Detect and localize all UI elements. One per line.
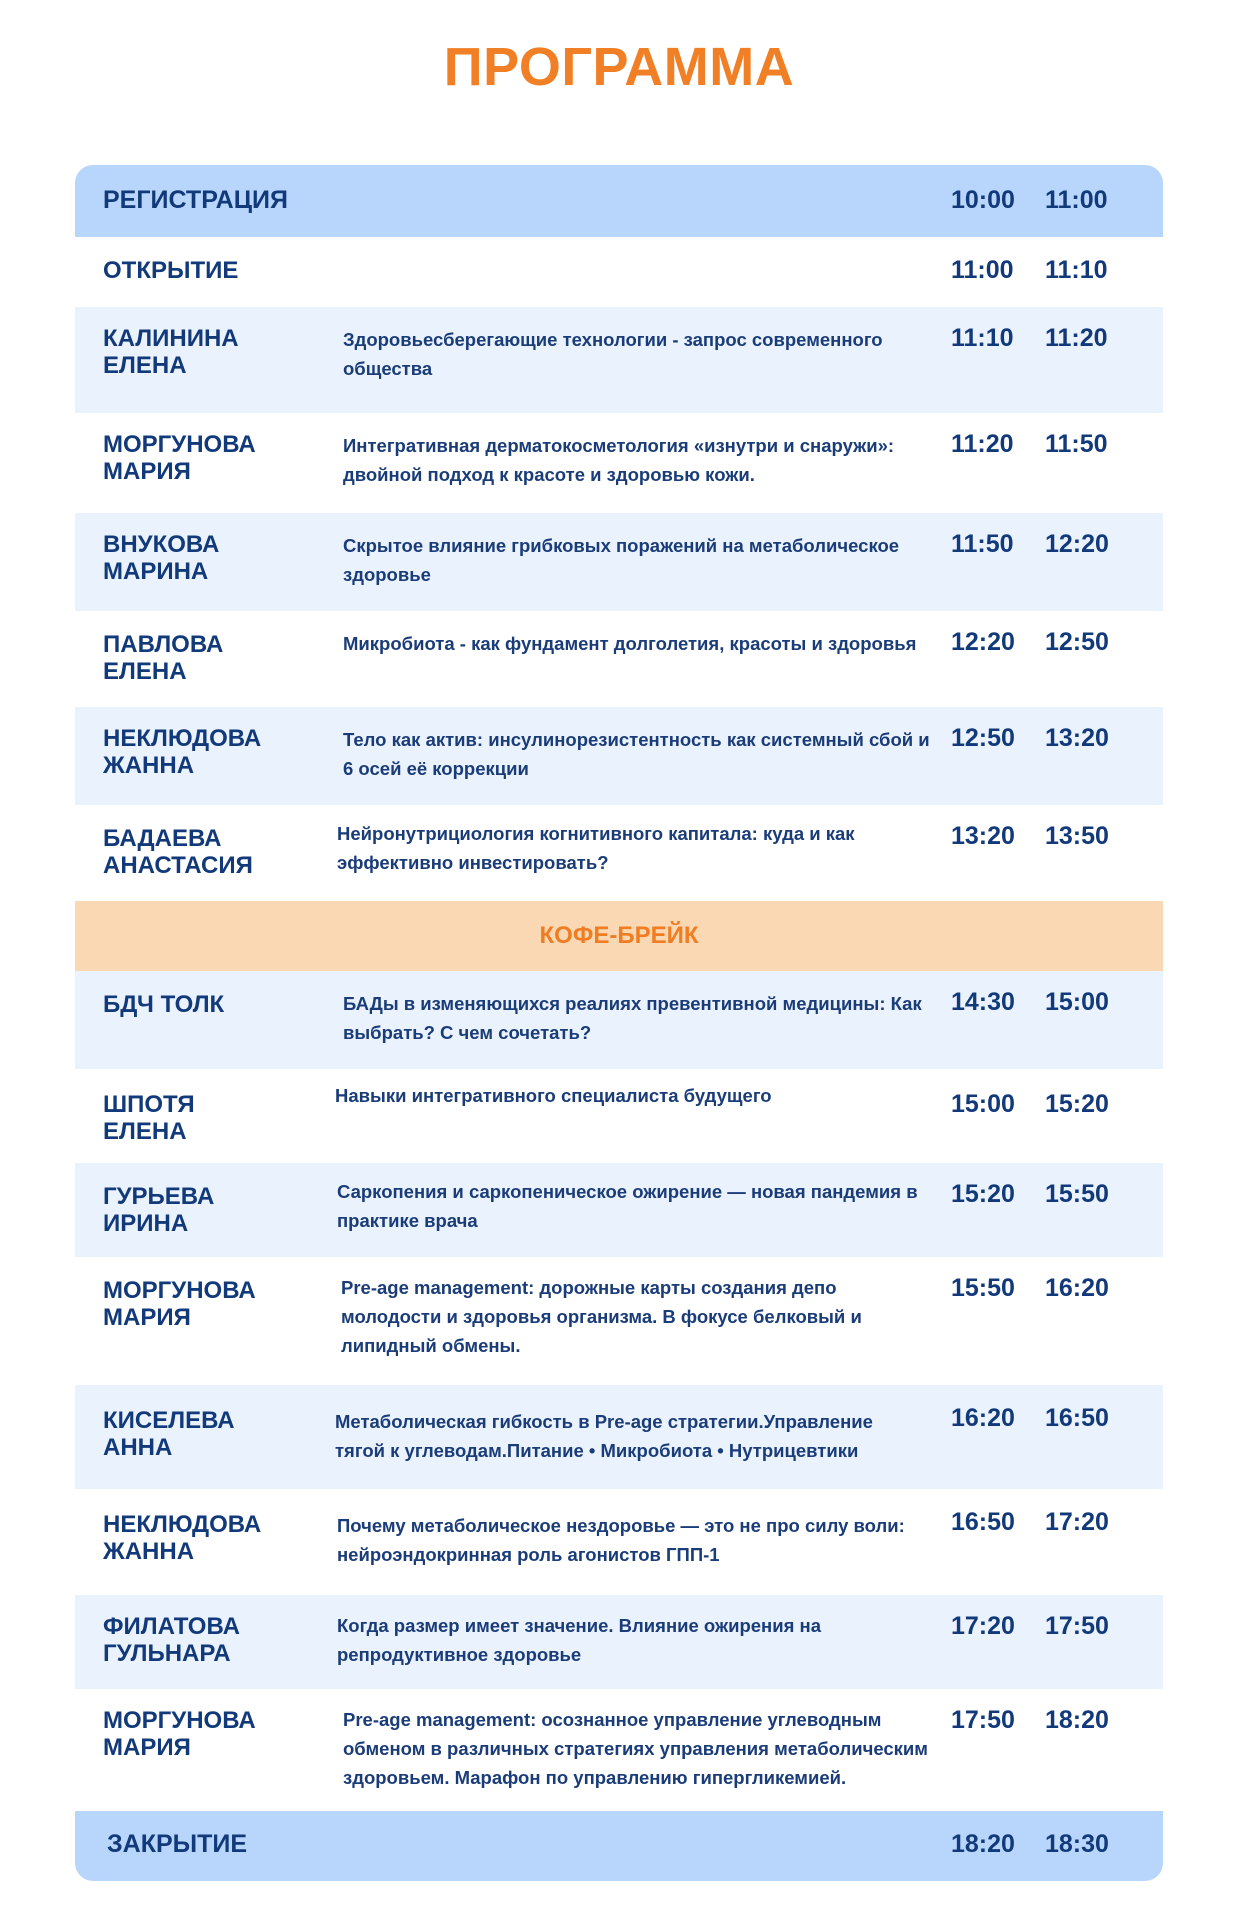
session-end: 13:20 — [1045, 724, 1109, 752]
session-start: 17:20 — [951, 1612, 1015, 1640]
session-topic: Метаболическая гибкость в Pre-age стратегии.Управление тягой к углеводам.Питание • Микробиота • Нутрицевтики — [335, 1411, 873, 1461]
session-topic: БАДы в изменяющихся реалиях превентивной медицины: Как выбрать? С чем сочетать? — [343, 993, 922, 1043]
session-start: 12:50 — [951, 724, 1015, 752]
session-topic: Скрытое влияние грибковых поражений на метаболическое здоровье — [343, 535, 900, 585]
session-start: 14:30 — [951, 988, 1015, 1016]
session-end: 15:20 — [1045, 1090, 1109, 1118]
opening-start: 11:00 — [951, 256, 1014, 284]
registration-end: 11:00 — [1045, 186, 1108, 214]
session-row — [75, 1163, 1163, 1257]
session-row — [75, 307, 1163, 413]
closing-row — [75, 1811, 1163, 1881]
session-start: 16:20 — [951, 1404, 1015, 1432]
session-topic: Навыки интегративного специалиста будущего — [335, 1085, 772, 1106]
session-row — [75, 413, 1163, 513]
session-topic: Когда размер имеет значение. Влияние ожирения на репродуктивное здоровье — [337, 1615, 821, 1665]
session-end: 12:50 — [1045, 628, 1109, 656]
session-row — [75, 1257, 1163, 1385]
closing-start: 18:20 — [951, 1830, 1015, 1858]
session-row — [75, 1689, 1163, 1811]
opening-end: 11:10 — [1045, 256, 1108, 284]
session-row — [75, 1595, 1163, 1689]
session-start: 15:20 — [951, 1180, 1015, 1208]
session-end: 17:20 — [1045, 1508, 1109, 1536]
session-end: 18:20 — [1045, 1706, 1109, 1734]
registration-start: 10:00 — [951, 186, 1015, 214]
session-end: 12:20 — [1045, 530, 1109, 558]
session-row — [75, 611, 1163, 707]
speaker-name: ГУРЬЕВА ИРИНА — [103, 1183, 215, 1237]
speaker-name: НЕКЛЮДОВА ЖАННА — [103, 725, 262, 779]
speaker-name: МОРГУНОВА МАРИЯ — [103, 1707, 256, 1761]
session-row — [75, 971, 1163, 1069]
speaker-name: ВНУКОВА МАРИНА — [103, 531, 220, 585]
speaker-name: БАДАЕВА АНАСТАСИЯ — [103, 825, 253, 879]
registration-row — [75, 165, 1163, 237]
speaker-name: ПАВЛОВА ЕЛЕНА — [103, 631, 224, 685]
session-topic: Интегративная дерматокосметология «изнутри и снаружи»: двойной подход к красоте и здоровью кожи. — [343, 435, 895, 485]
opening-row — [75, 237, 1163, 307]
coffee-break-row — [75, 901, 1163, 971]
session-start: 17:50 — [951, 1706, 1015, 1734]
session-start: 16:50 — [951, 1508, 1015, 1536]
session-topic: Pre-age management: осознанное управление углеводным обменом в различных стратегиях управления метаболическим здоровьем. Марафон по управлению гипергликемией. — [343, 1709, 928, 1788]
session-start: 15:50 — [951, 1274, 1015, 1302]
session-topic: Нейронутрициология когнитивного капитала: куда и как эффективно инвестировать? — [337, 823, 855, 873]
session-start: 11:50 — [951, 530, 1014, 558]
speaker-name: МОРГУНОВА МАРИЯ — [103, 431, 256, 485]
session-row — [75, 707, 1163, 805]
session-end: 16:50 — [1045, 1404, 1109, 1432]
opening-label: ОТКРЫТИЕ — [103, 257, 239, 284]
speaker-name: ШПОТЯ ЕЛЕНА — [103, 1091, 195, 1145]
session-start: 11:10 — [951, 324, 1014, 352]
speaker-name: БДЧ ТОЛК — [103, 991, 225, 1018]
speaker-name: КИСЕЛЕВА АННА — [103, 1407, 235, 1461]
session-topic: Микробиота - как фундамент долголетия, красоты и здоровья — [343, 633, 917, 654]
session-end: 15:50 — [1045, 1180, 1109, 1208]
registration-label: РЕГИСТРАЦИЯ — [103, 186, 288, 214]
session-start: 12:20 — [951, 628, 1015, 656]
session-row — [75, 805, 1163, 901]
speaker-name: МОРГУНОВА МАРИЯ — [103, 1277, 256, 1331]
session-end: 17:50 — [1045, 1612, 1109, 1640]
speaker-name: НЕКЛЮДОВА ЖАННА — [103, 1511, 262, 1565]
session-end: 11:20 — [1045, 324, 1108, 352]
session-start: 15:00 — [951, 1090, 1015, 1118]
session-row — [75, 1489, 1163, 1595]
closing-end: 18:30 — [1045, 1830, 1109, 1858]
session-topic: Тело как актив: инсулинорезистентность как системный сбой и 6 осей её коррекции — [343, 729, 930, 779]
session-topic: Почему метаболическое нездоровье — это не про силу воли: нейроэндокринная роль агонистов ГПП-1 — [337, 1515, 905, 1565]
session-end: 15:00 — [1045, 988, 1109, 1016]
session-row — [75, 513, 1163, 611]
speaker-name: КАЛИНИНА ЕЛЕНА — [103, 325, 239, 379]
session-row — [75, 1069, 1163, 1163]
page-title: ПРОГРАММА — [443, 37, 795, 97]
session-row — [75, 1385, 1163, 1489]
session-topic: Здоровьесберегающие технологии - запрос современного общества — [343, 329, 883, 379]
session-start: 11:20 — [951, 430, 1014, 458]
session-end: 13:50 — [1045, 822, 1109, 850]
session-end: 16:20 — [1045, 1274, 1109, 1302]
speaker-name: ФИЛАТОВА ГУЛЬНАРА — [103, 1613, 240, 1667]
session-topic: Саркопения и саркопеническое ожирение — новая пандемия в практике врача — [337, 1181, 918, 1231]
coffee-break-label: КОФЕ-БРЕЙК — [539, 922, 699, 949]
closing-label: ЗАКРЫТИЕ — [107, 1830, 248, 1858]
session-start: 13:20 — [951, 822, 1015, 850]
session-topic: Pre-age management: дорожные карты создания депо молодости и здоровья организма. В фокусе белковый и липидный обмены. — [341, 1277, 862, 1356]
session-end: 11:50 — [1045, 430, 1108, 458]
